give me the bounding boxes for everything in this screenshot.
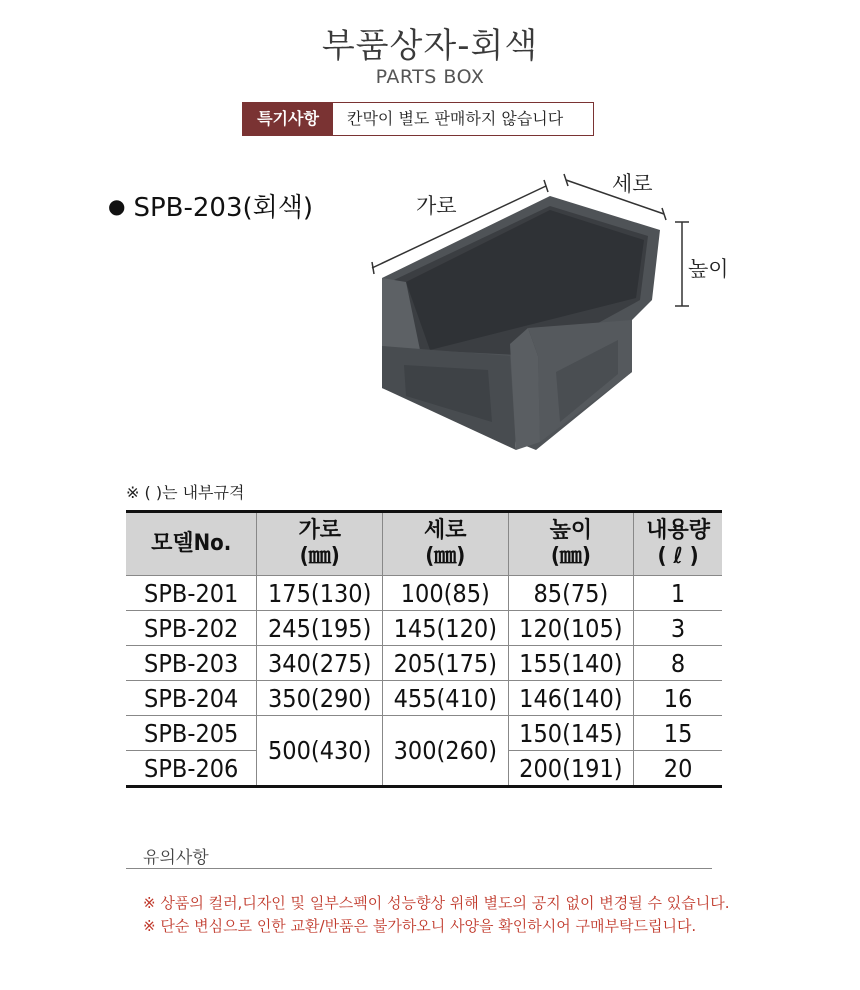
cell-width: 340(275) [257,646,383,681]
notice-banner [242,102,594,136]
cell-model: SPB-204 [126,681,257,716]
height-dimension-line [675,222,689,306]
depth-label: 세로 [612,172,653,196]
box-body [382,196,660,450]
cell-volume: 3 [634,611,722,646]
cell-height: 85(75) [508,576,634,611]
cell-height: 155(140) [508,646,634,681]
cell-volume: 15 [634,716,722,751]
cell-depth: 100(85) [383,576,509,611]
notice-text: 칸막이 별도 판매하지 않습니다 [333,103,593,135]
note-line-1: ※ 상품의 컬러,디자인 및 일부스펙이 성능향상 위해 별도의 공지 없이 변경될 수 있습니다. [143,894,730,912]
cell-volume: 20 [634,751,722,787]
table-header-row [126,512,722,576]
cell-model: SPB-202 [126,611,257,646]
cell-model: SPB-201 [126,576,257,611]
header-model: 모델No. [126,512,257,576]
table-row [126,646,722,681]
cell-depth-merged: 300(260) [383,716,509,787]
bullet-icon: ● [108,194,126,218]
spec-table [126,510,722,788]
cell-depth: 205(175) [383,646,509,681]
parts-box-image [360,160,700,460]
cell-volume: 8 [634,646,722,681]
cell-width-merged: 500(430) [257,716,383,787]
table-row [126,681,722,716]
header-height: 높이 (㎜) [508,512,634,576]
cell-volume: 16 [634,681,722,716]
table-row [126,611,722,646]
notice-label: 특기사항 [243,103,333,135]
cell-width: 175(130) [257,576,383,611]
cell-model: SPB-203 [126,646,257,681]
cell-height: 150(145) [508,716,634,751]
cell-height: 200(191) [508,751,634,787]
cell-width: 245(195) [257,611,383,646]
cell-height: 120(105) [508,611,634,646]
header-volume: 내용량 ( ℓ ) [634,512,722,576]
page-subtitle: PARTS BOX [375,66,485,88]
cell-height: 146(140) [508,681,634,716]
note-line-2: ※ 단순 변심으로 인한 교환/반품은 불가하오니 사양을 확인하시어 구매부탁드립니다. [143,917,697,935]
cell-model: SPB-206 [126,751,257,787]
height-label: 높이 [688,257,729,281]
table-row [126,716,722,751]
model-name: SPB-203(회색) [133,193,313,223]
page-title: 부품상자-회색 [321,26,539,66]
cell-depth: 455(410) [383,681,509,716]
model-heading [108,187,313,224]
notes-title: 유의사항 [143,848,209,868]
header-width: 가로 (㎜) [257,512,383,576]
table-row [126,576,722,611]
footnote: ※ ( )는 내부규격 [126,483,245,502]
cell-volume: 1 [634,576,722,611]
width-label: 가로 [416,194,457,218]
notes-divider [126,868,712,869]
cell-model: SPB-205 [126,716,257,751]
header-depth: 세로 (㎜) [383,512,509,576]
cell-width: 350(290) [257,681,383,716]
cell-depth: 145(120) [383,611,509,646]
